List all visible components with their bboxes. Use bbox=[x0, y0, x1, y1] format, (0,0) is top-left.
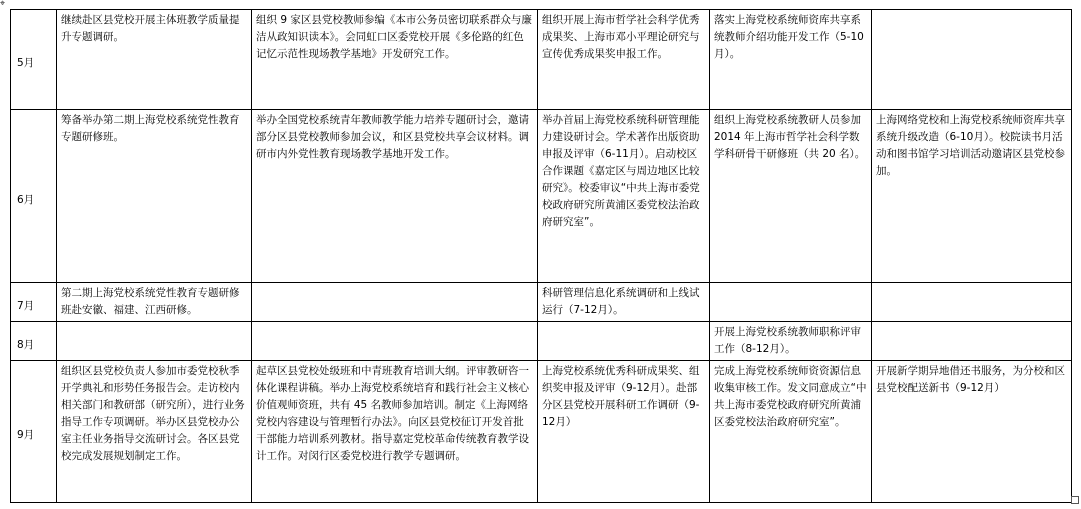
table-cell bbox=[872, 10, 1072, 110]
table-cell: 上海党校系统优秀科研成果奖、组织奖申报及评审（9-12月）。赴部分区县党校开展科研工作调研（9-12月） bbox=[538, 361, 710, 503]
table-cell bbox=[538, 322, 710, 361]
table-row bbox=[11, 322, 1072, 361]
table-cell bbox=[57, 322, 252, 361]
table-cell bbox=[252, 322, 538, 361]
month-cell: 9月 bbox=[11, 361, 57, 503]
table-row bbox=[11, 110, 1072, 283]
table-cell bbox=[872, 322, 1072, 361]
table-move-handle-icon[interactable]: ⌖ bbox=[0, 0, 6, 9]
work-plan-table bbox=[10, 9, 1072, 503]
table-cell: 完成上海党校系统师资资源信息收集审核工作。发文同意成立“中共上海市委党校政府研究所黄浦区委党校法治政府研究室”。 bbox=[710, 361, 872, 503]
table-cell: 继续赴区县党校开展主体班教学质量提升专题调研。 bbox=[57, 10, 252, 110]
table-cell: 上海网络党校和上海党校系统师资库共享系统升级改造（6-10月）。校院读书月活动和图书馆学习培训活动邀请区县党校参加。 bbox=[872, 110, 1072, 283]
table-cell: 筹备举办第二期上海党校系统党性教育专题研修班。 bbox=[57, 110, 252, 283]
table-cell: 组织 9 家区县党校教师参编《本市公务员密切联系群众与廉洁从政知识读本》。会同虹口区委党校开展《多伦路的红色记忆示范性现场教学基地》开发研究工作。 bbox=[252, 10, 538, 110]
month-cell: 8月 bbox=[11, 322, 57, 361]
month-cell: 7月 bbox=[11, 283, 57, 322]
month-cell: 5月 bbox=[11, 10, 57, 110]
table-cell bbox=[872, 283, 1072, 322]
table-cell: 举办全国党校系统青年教师教学能力培养专题研讨会，邀请部分区县党校教师参加会议，和区县党校共享会议材料。调研市内外党性教育现场教学基地开发工作。 bbox=[252, 110, 538, 283]
month-cell: 6月 bbox=[11, 110, 57, 283]
table-cell: 组织区县党校负责人参加市委党校秋季开学典礼和形势任务报告会。走访校内相关部门和教研部（研究所），进行业务指导工作专项调研。举办区县党校办公室主任业务指导交流研讨会。各区县党校完成发展规划制定工作。 bbox=[57, 361, 252, 503]
table-cell: 开展上海党校系统教师职称评审工作（8-12月）。 bbox=[710, 322, 872, 361]
table-cell: 组织上海党校系统教研人员参加 2014 年上海市哲学社会科学数学科研骨干研修班（共 20 名）。 bbox=[710, 110, 872, 283]
table-row bbox=[11, 283, 1072, 322]
table-cell bbox=[710, 283, 872, 322]
table-cell: 开展新学期异地借还书服务，为分校和区县党校配送新书（9-12月） bbox=[872, 361, 1072, 503]
table-cell: 举办首届上海党校系统科研管理能力建设研讨会。学术著作出版资助申报及评审（6-11月）。启动校区合作课题《嘉定区与周边地区比较研究》。校委审议“中共上海市委党校政府研究所黄浦区委党校法治政府研究室”。 bbox=[538, 110, 710, 283]
table-row bbox=[11, 361, 1072, 503]
table-cell bbox=[252, 283, 538, 322]
table-cell: 组织开展上海市哲学社会科学优秀成果奖、上海市邓小平理论研究与宣传优秀成果奖申报工作。 bbox=[538, 10, 710, 110]
table-cell: 起草区县党校处级班和中青班教育培训大纲。评审教研咨一体化课程讲稿。举办上海党校系统培育和践行社会主义核心价值观师资班，共有 45 名教师参加培训。制定《上海网络党校内容建设与管理暂行办法》。向区县党校征订开发首批干部能力培训系列教材。指导嘉定党校革命传统教育教学设计工作。对闵行区委党校进行教学专题调研。 bbox=[252, 361, 538, 503]
table-row bbox=[11, 10, 1072, 110]
table-resize-handle-icon[interactable] bbox=[1071, 496, 1079, 504]
table-cell: 第二期上海党校系统党性教育专题研修班赴安徽、福建、江西研修。 bbox=[57, 283, 252, 322]
table-cell: 科研管理信息化系统调研和上线试运行（7-12月）。 bbox=[538, 283, 710, 322]
table-cell: 落实上海党校系统师资库共享系统教师介绍功能开发工作（5-10月）。 bbox=[710, 10, 872, 110]
